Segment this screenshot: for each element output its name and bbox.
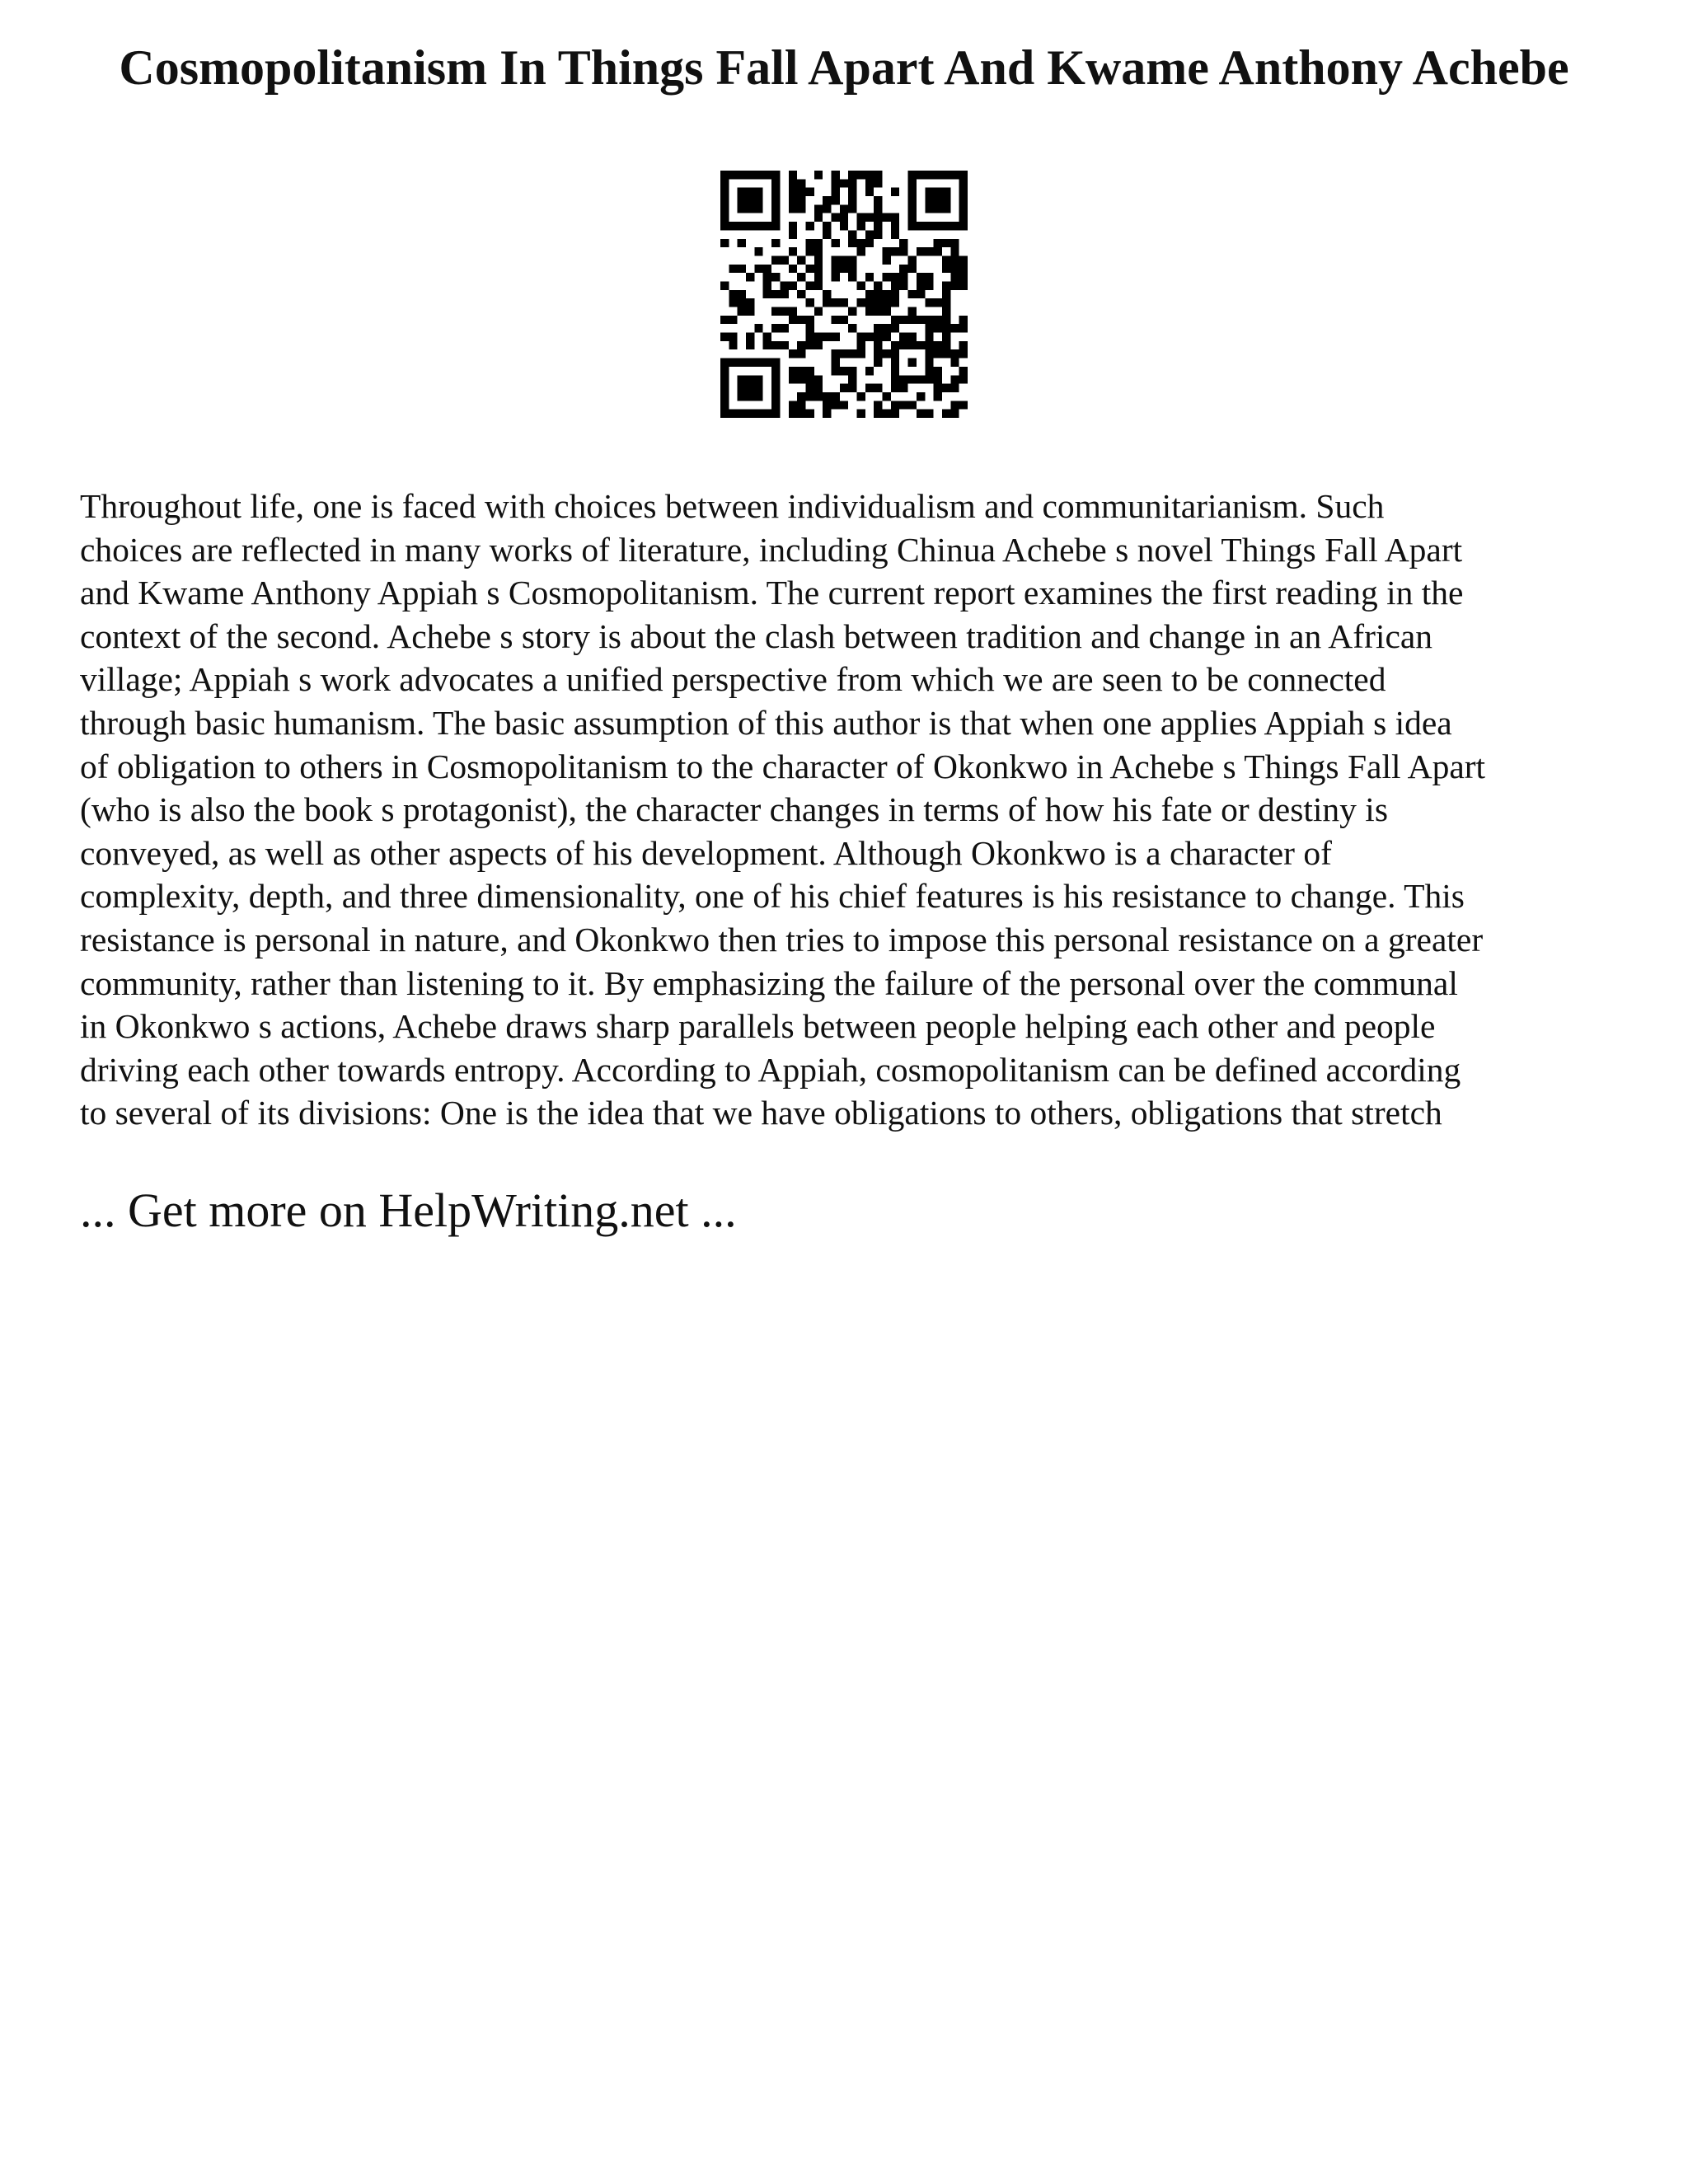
body-line: of obligation to others in Cosmopolitanism to the character of Okonkwo in Achebe s Things Fall Apart bbox=[80, 747, 1486, 785]
qr-code-icon[interactable] bbox=[720, 171, 968, 418]
body-line: conveyed, as well as other aspects of his development. Although Okonkwo is a character of bbox=[80, 833, 1332, 872]
body-line: (who is also the book s protagonist), the character changes in terms of how his fate or destiny is bbox=[80, 790, 1388, 829]
body-paragraph bbox=[80, 485, 1621, 1135]
body-line: through basic humanism. The basic assumption of this author is that when one applies Appiah s idea bbox=[80, 703, 1452, 742]
body-line: driving each other towards entropy. According to Appiah, cosmopolitanism can be defined according bbox=[80, 1050, 1461, 1089]
get-more-link[interactable]: ... Get more on HelpWriting.net ... bbox=[80, 1183, 737, 1237]
body-line: community, rather than listening to it. By emphasizing the failure of the personal over the communal bbox=[80, 963, 1458, 1002]
page-title: Cosmopolitanism In Things Fall Apart And Kwame Anthony Achebe bbox=[119, 40, 1569, 95]
body-line: village; Appiah s work advocates a unified perspective from which we are seen to be connected bbox=[80, 660, 1386, 699]
body-line: resistance is personal in nature, and Okonkwo then tries to impose this personal resistance on a greater bbox=[80, 920, 1484, 958]
body-line: choices are reflected in many works of literature, including Chinua Achebe s novel Things Fall Apart bbox=[80, 530, 1463, 569]
body-line: and Kwame Anthony Appiah s Cosmopolitanism. The current report examines the first reading in the bbox=[80, 574, 1464, 612]
body-line: complexity, depth, and three dimensionality, one of his chief features is his resistance to change. This bbox=[80, 877, 1465, 916]
body-line: context of the second. Achebe s story is about the clash between tradition and change in an African bbox=[80, 616, 1433, 655]
body-line: in Okonkwo s actions, Achebe draws sharp parallels between people helping each other and people bbox=[80, 1007, 1436, 1046]
body-line: Throughout life, one is faced with choices between individualism and communitarianism. Such bbox=[80, 487, 1385, 525]
body-line: to several of its divisions: One is the idea that we have obligations to others, obligations that stretch bbox=[80, 1094, 1442, 1132]
